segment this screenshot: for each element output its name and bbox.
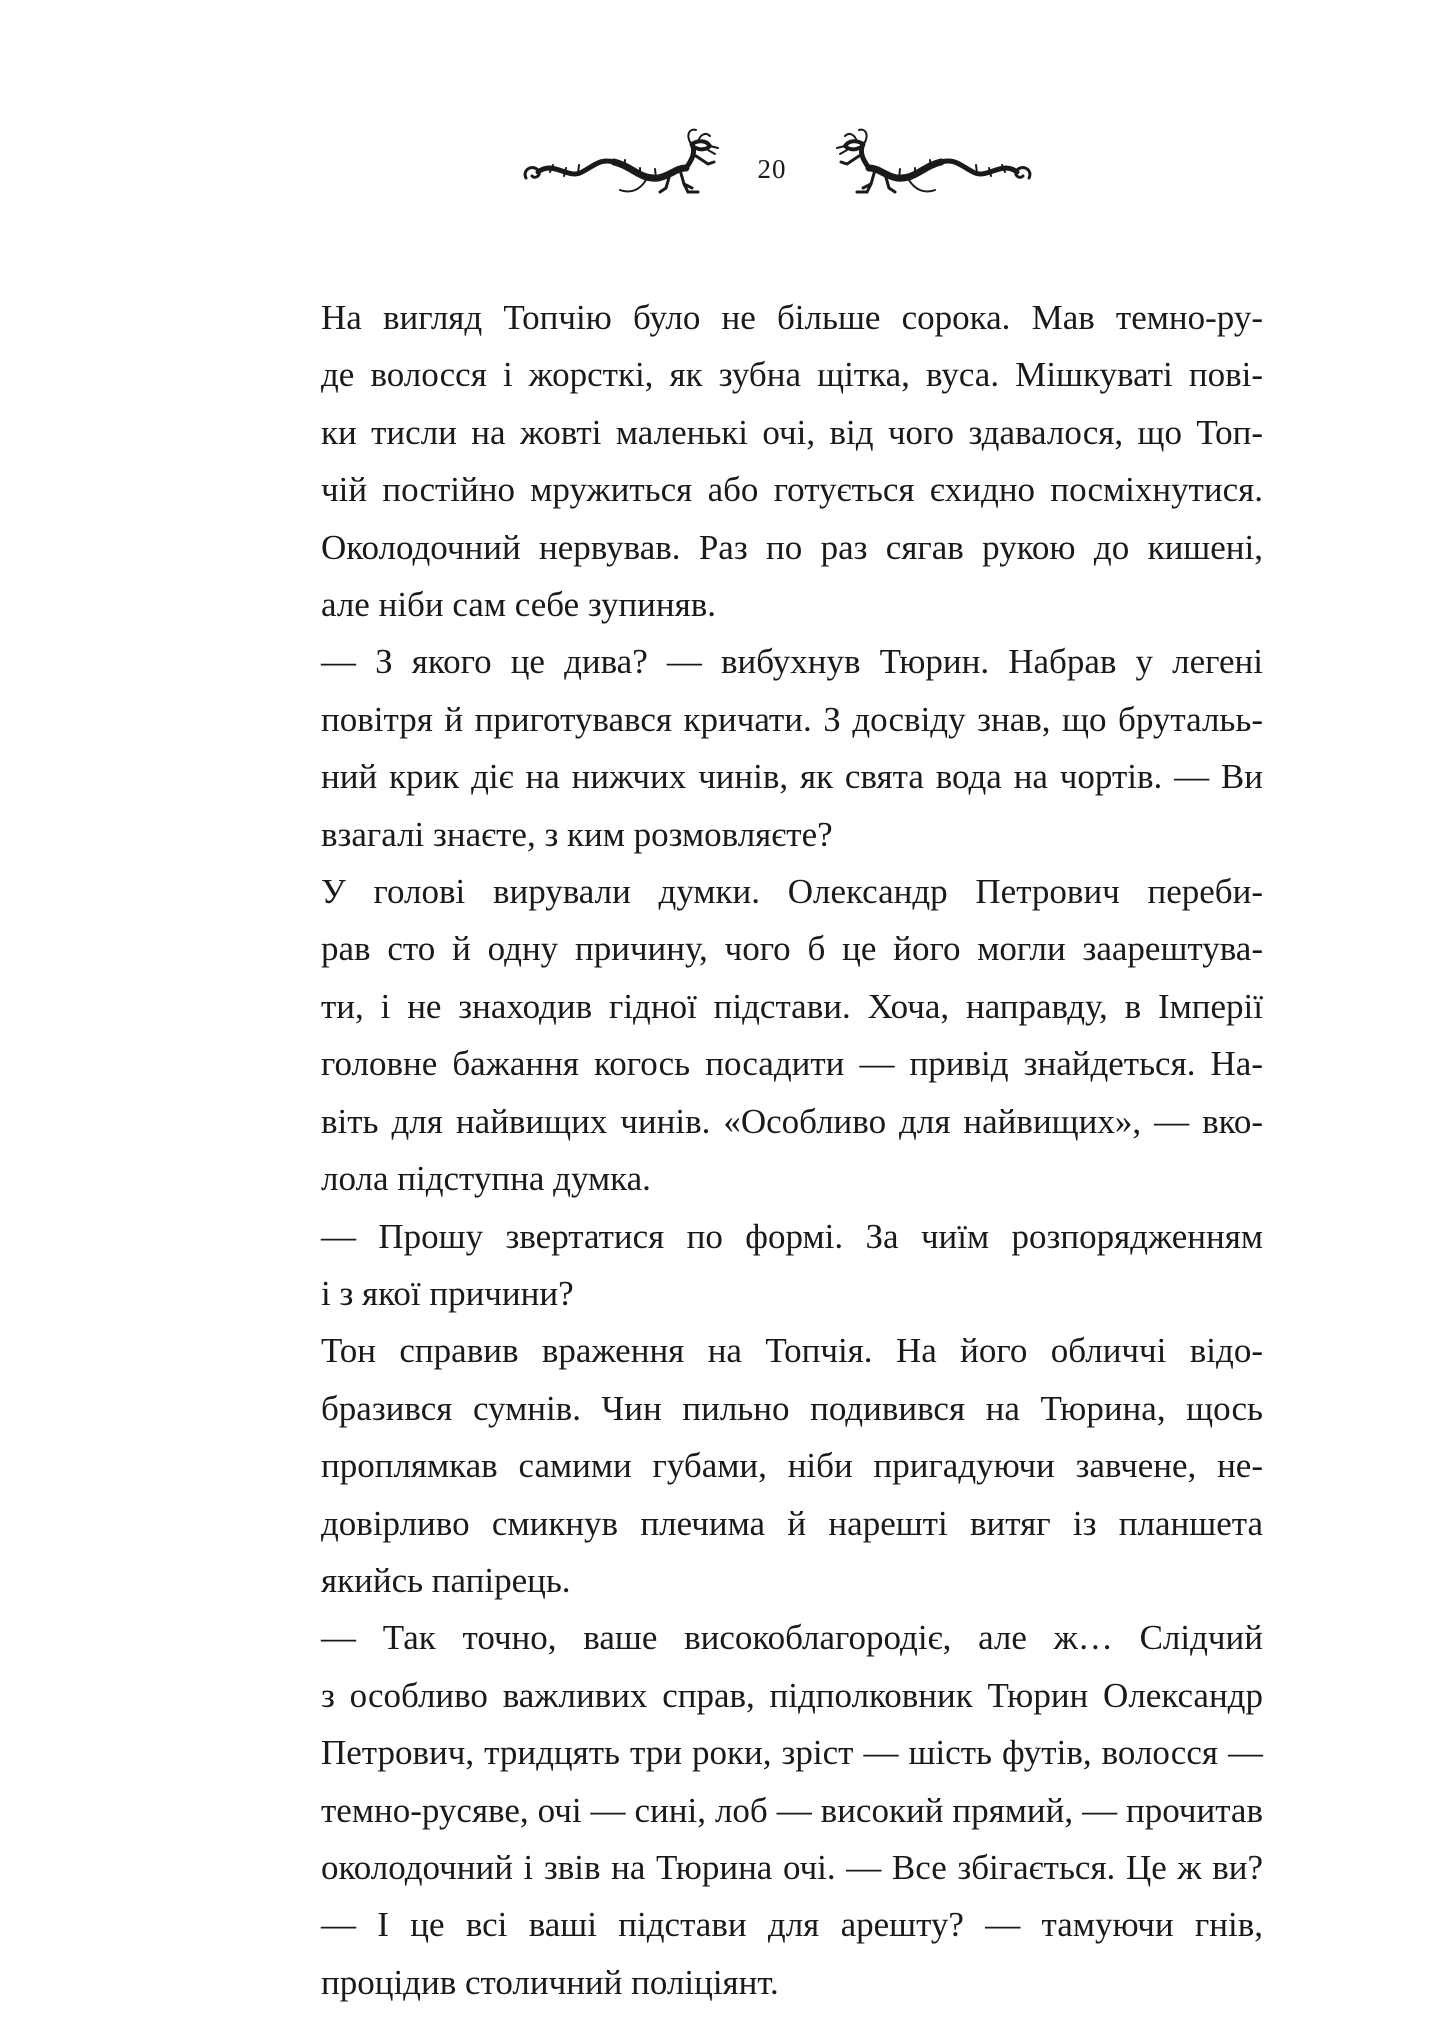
text-line: з особливо важливих справ, підполковник Тюрин Олександр [321, 1675, 1263, 1715]
text-line: де волосся і жорсткі, як зубна щітка, вуса. Мішкуваті пові- [321, 355, 1263, 395]
text-line: ки тисли на жовті маленькі очі, від чого здавалося, що Топ- [321, 412, 1263, 452]
text-line: У голові вирували думки. Олександр Петрович переби- [321, 872, 1263, 912]
text-line: довірливо смикнув плечима й нарешті витяг із планшета [321, 1503, 1263, 1543]
text-line: Околодочний нервував. Раз по раз сягав рукою до кишені, [321, 527, 1263, 567]
text-line: і з якої причини? [321, 1273, 574, 1313]
paragraph-2 [270, 633, 1263, 863]
text-line: повітря й приготувався кричати. З досвіду знав, що брутальь- [321, 699, 1263, 739]
dragon-ornament-icon [835, 128, 1035, 218]
paragraph-6 [270, 1609, 1263, 1896]
text-line: процідив столичний поліціянт. [321, 1962, 779, 2002]
text-line: головне бажання когось посадити — привід знайдеться. На- [321, 1044, 1263, 1084]
text-line: Тон справив враження на Топчія. На його обличчі відо- [321, 1331, 1263, 1371]
text-line: бразився сумнів. Чин пильно подивився на Тюрина, щось [321, 1388, 1263, 1428]
text-line: околодочний і звів на Тюрина очі. — Все збігається. Це ж ви? [321, 1847, 1263, 1887]
paragraph-5 [270, 1322, 1263, 1609]
page-header [0, 128, 1445, 218]
text-line: На вигляд Топчію було не більше сорока. Мав темно-ру- [321, 298, 1263, 337]
text-line: але ніби сам себе зупиняв. [321, 585, 717, 625]
text-line: темно-русяве, очі — сині, лоб — високий прямий, — прочитав [321, 1790, 1263, 1830]
paragraph-3 [270, 863, 1263, 1207]
body-text [270, 289, 1263, 2011]
text-line: віть для найвищих чинів. «Особливо для найвищих», — вко- [321, 1101, 1263, 1141]
text-line: Петрович, тридцять три роки, зріст — шість футів, волосся — [321, 1733, 1263, 1773]
text-line: рав сто й одну причину, чого б це його могли заарештува- [321, 929, 1263, 969]
text-line: лола підступна думка. [321, 1159, 651, 1199]
text-line: ний крик діє на нижчих чинів, як свята вода на чортів. — Ви [321, 757, 1263, 797]
text-line: проплямкав самими губами, ніби пригадуючи завчене, не- [321, 1446, 1263, 1486]
text-line: ти, і не знаходив гідної підстави. Хоча, направду, в Імперії [321, 986, 1263, 1026]
text-line: взагалі знаєте, з ким розмовляєте? [321, 814, 833, 854]
text-line: — З якого це дива? — вибухнув Тюрин. Набрав у легені [321, 642, 1263, 682]
paragraph-7 [270, 1896, 1263, 2011]
text-line: — Так точно, ваше високоблагородіє, але ж… Слідчий [321, 1618, 1263, 1658]
text-line: чій постійно мружиться або готується єхидно посміхнутися. [321, 470, 1263, 510]
text-line: — Прошу звертатися по формі. За чиїм розпорядженням [321, 1216, 1263, 1256]
page-number: 20 [757, 154, 787, 184]
text-line: якийсь папірець. [321, 1560, 571, 1600]
paragraph-1 [270, 289, 1263, 633]
paragraph-4 [270, 1208, 1263, 1323]
dragon-ornament-icon [520, 128, 720, 218]
text-line: — І це всі ваші підстави для арешту? — тамуючи гнів, [321, 1905, 1263, 1945]
